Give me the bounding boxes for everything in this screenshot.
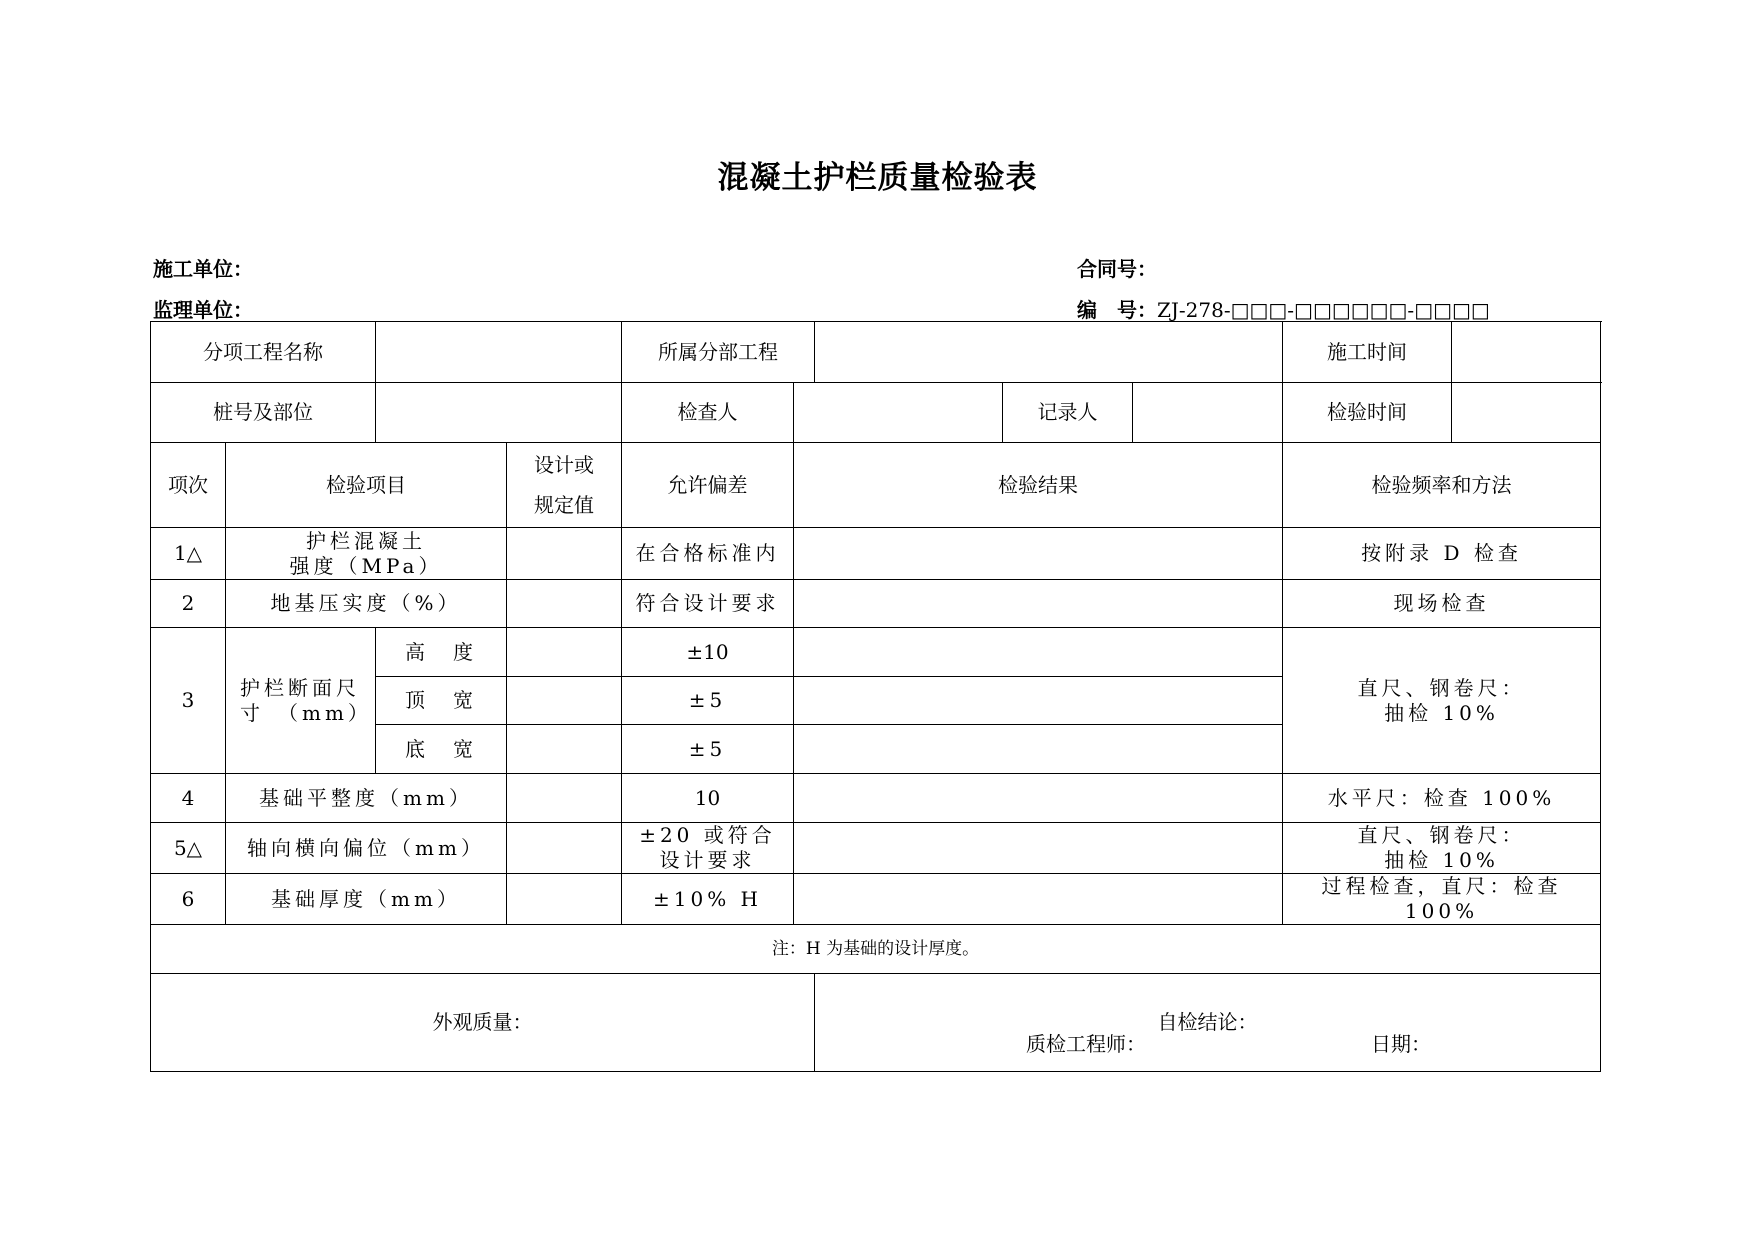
self-check-label: 自检结论： bbox=[1157, 1010, 1258, 1034]
serial-label: 编 号： bbox=[1077, 298, 1157, 322]
supervision-unit-label: 监理单位： bbox=[153, 298, 253, 322]
recorder-value[interactable] bbox=[1133, 383, 1283, 443]
table-row bbox=[151, 528, 1601, 580]
division-value[interactable] bbox=[815, 322, 1283, 383]
row-result[interactable] bbox=[794, 774, 1283, 823]
col-method: 检验频率和方法 bbox=[1283, 443, 1601, 528]
qc-engineer-label: 质检工程师： bbox=[1026, 1032, 1146, 1056]
info-row-2 bbox=[151, 383, 1601, 443]
row-tolerance: 10 bbox=[622, 774, 794, 823]
table-row bbox=[151, 874, 1601, 925]
row-result[interactable] bbox=[794, 725, 1283, 774]
row-design-value[interactable] bbox=[507, 628, 622, 677]
recorder-label: 记录人 bbox=[1003, 383, 1133, 443]
inspection-table bbox=[150, 321, 1601, 1072]
station-value[interactable] bbox=[376, 383, 622, 443]
row-design-value[interactable] bbox=[507, 677, 622, 725]
construction-time-value[interactable] bbox=[1452, 322, 1601, 383]
row-item-line: 寸 （mm） bbox=[240, 700, 372, 725]
row-result[interactable] bbox=[794, 823, 1283, 874]
column-header-row bbox=[151, 443, 1601, 528]
col-no: 项次 bbox=[151, 443, 226, 528]
row-design-value[interactable] bbox=[507, 774, 622, 823]
row-tolerance: ±5 bbox=[622, 725, 794, 774]
table-row bbox=[151, 628, 1601, 677]
contract-no-label: 合同号： bbox=[1077, 257, 1157, 281]
table-row bbox=[151, 823, 1601, 874]
station-label: 桩号及部位 bbox=[151, 383, 376, 443]
row-item bbox=[226, 628, 376, 774]
row-method: 过程检查，直尺：检查 100% bbox=[1283, 874, 1601, 925]
row-tolerance-line: ±20 或符合 bbox=[639, 823, 776, 847]
row-no: 5△ bbox=[151, 823, 226, 874]
division-label: 所属分部工程 bbox=[622, 322, 815, 383]
row-method-line: 直尺、钢卷尺： bbox=[1357, 675, 1526, 700]
row-item-line: 护栏断面尺 bbox=[240, 675, 360, 700]
row-item-line: 护栏混凝土 bbox=[306, 528, 426, 553]
row-tolerance bbox=[622, 823, 794, 874]
page-title: 混凝土护栏质量检验表 bbox=[717, 160, 1038, 196]
sub-item-name: 高 度 bbox=[376, 628, 507, 677]
footer-row bbox=[151, 974, 1601, 1072]
inspector-label: 检查人 bbox=[622, 383, 794, 443]
row-item-line: 强度（MPa） bbox=[289, 553, 443, 578]
row-no: 2 bbox=[151, 580, 226, 628]
col-design-value bbox=[507, 443, 622, 528]
row-method-line: 直尺、钢卷尺： bbox=[1357, 823, 1526, 847]
row-no: 4 bbox=[151, 774, 226, 823]
inspector-value[interactable] bbox=[794, 383, 1003, 443]
row-design-value[interactable] bbox=[507, 580, 622, 628]
info-row-1 bbox=[151, 322, 1601, 383]
row-item: 基础厚度（mm） bbox=[226, 874, 507, 925]
row-method-line: 抽检 10% bbox=[1384, 848, 1499, 872]
inspection-time-value[interactable] bbox=[1452, 383, 1601, 443]
construction-unit-label: 施工单位： bbox=[153, 257, 253, 281]
col-design-value-line: 设计或 bbox=[534, 453, 594, 477]
row-tolerance-line: 设计要求 bbox=[659, 848, 756, 872]
row-method: 按附录 D 检查 bbox=[1283, 528, 1601, 580]
date-label: 日期： bbox=[1371, 1032, 1431, 1056]
serial-number bbox=[1077, 294, 1490, 323]
row-method bbox=[1283, 628, 1601, 774]
row-design-value[interactable] bbox=[507, 528, 622, 580]
row-tolerance: ±10% H bbox=[622, 874, 794, 925]
row-tolerance: 在合格标准内 bbox=[622, 528, 794, 580]
row-method bbox=[1283, 823, 1601, 874]
row-method: 现场检查 bbox=[1283, 580, 1601, 628]
row-result[interactable] bbox=[794, 528, 1283, 580]
table-row bbox=[151, 774, 1601, 823]
sub-item-name: 底 宽 bbox=[376, 725, 507, 774]
row-item: 基础平整度（mm） bbox=[226, 774, 507, 823]
col-design-value-line: 规定值 bbox=[534, 493, 594, 517]
note-row bbox=[151, 925, 1601, 974]
row-method-line: 抽检 10% bbox=[1384, 700, 1499, 725]
col-tolerance: 允许偏差 bbox=[622, 443, 794, 528]
inspection-time-label: 检验时间 bbox=[1283, 383, 1452, 443]
row-result[interactable] bbox=[794, 677, 1283, 725]
row-no: 6 bbox=[151, 874, 226, 925]
construction-time-label: 施工时间 bbox=[1283, 322, 1452, 383]
note-text: 注：H 为基础的设计厚度。 bbox=[151, 925, 1601, 974]
sub-item-label: 分项工程名称 bbox=[151, 322, 376, 383]
row-no: 1△ bbox=[151, 528, 226, 580]
row-result[interactable] bbox=[794, 874, 1283, 925]
row-method: 水平尺：检查 100% bbox=[1283, 774, 1601, 823]
row-item: 轴向横向偏位（mm） bbox=[226, 823, 507, 874]
sub-item-value[interactable] bbox=[376, 322, 622, 383]
row-design-value[interactable] bbox=[507, 874, 622, 925]
row-item: 地基压实度（%） bbox=[226, 580, 507, 628]
appearance-label: 外观质量： bbox=[432, 1010, 533, 1034]
sub-item-name: 顶 宽 bbox=[376, 677, 507, 725]
row-result[interactable] bbox=[794, 580, 1283, 628]
row-tolerance: 符合设计要求 bbox=[622, 580, 794, 628]
col-result: 检验结果 bbox=[794, 443, 1283, 528]
row-result[interactable] bbox=[794, 628, 1283, 677]
self-check-box[interactable] bbox=[815, 974, 1601, 1072]
appearance-quality-box[interactable] bbox=[151, 974, 815, 1072]
row-tolerance: ±10 bbox=[622, 628, 794, 677]
row-no: 3 bbox=[151, 628, 226, 774]
row-design-value[interactable] bbox=[507, 823, 622, 874]
row-design-value[interactable] bbox=[507, 725, 622, 774]
row-item bbox=[226, 528, 507, 580]
serial-value: ZJ-278-□□□-□□□□□□-□□□□ bbox=[1157, 298, 1490, 322]
table-row bbox=[151, 580, 1601, 628]
col-item: 检验项目 bbox=[226, 443, 507, 528]
row-tolerance: ±5 bbox=[622, 677, 794, 725]
